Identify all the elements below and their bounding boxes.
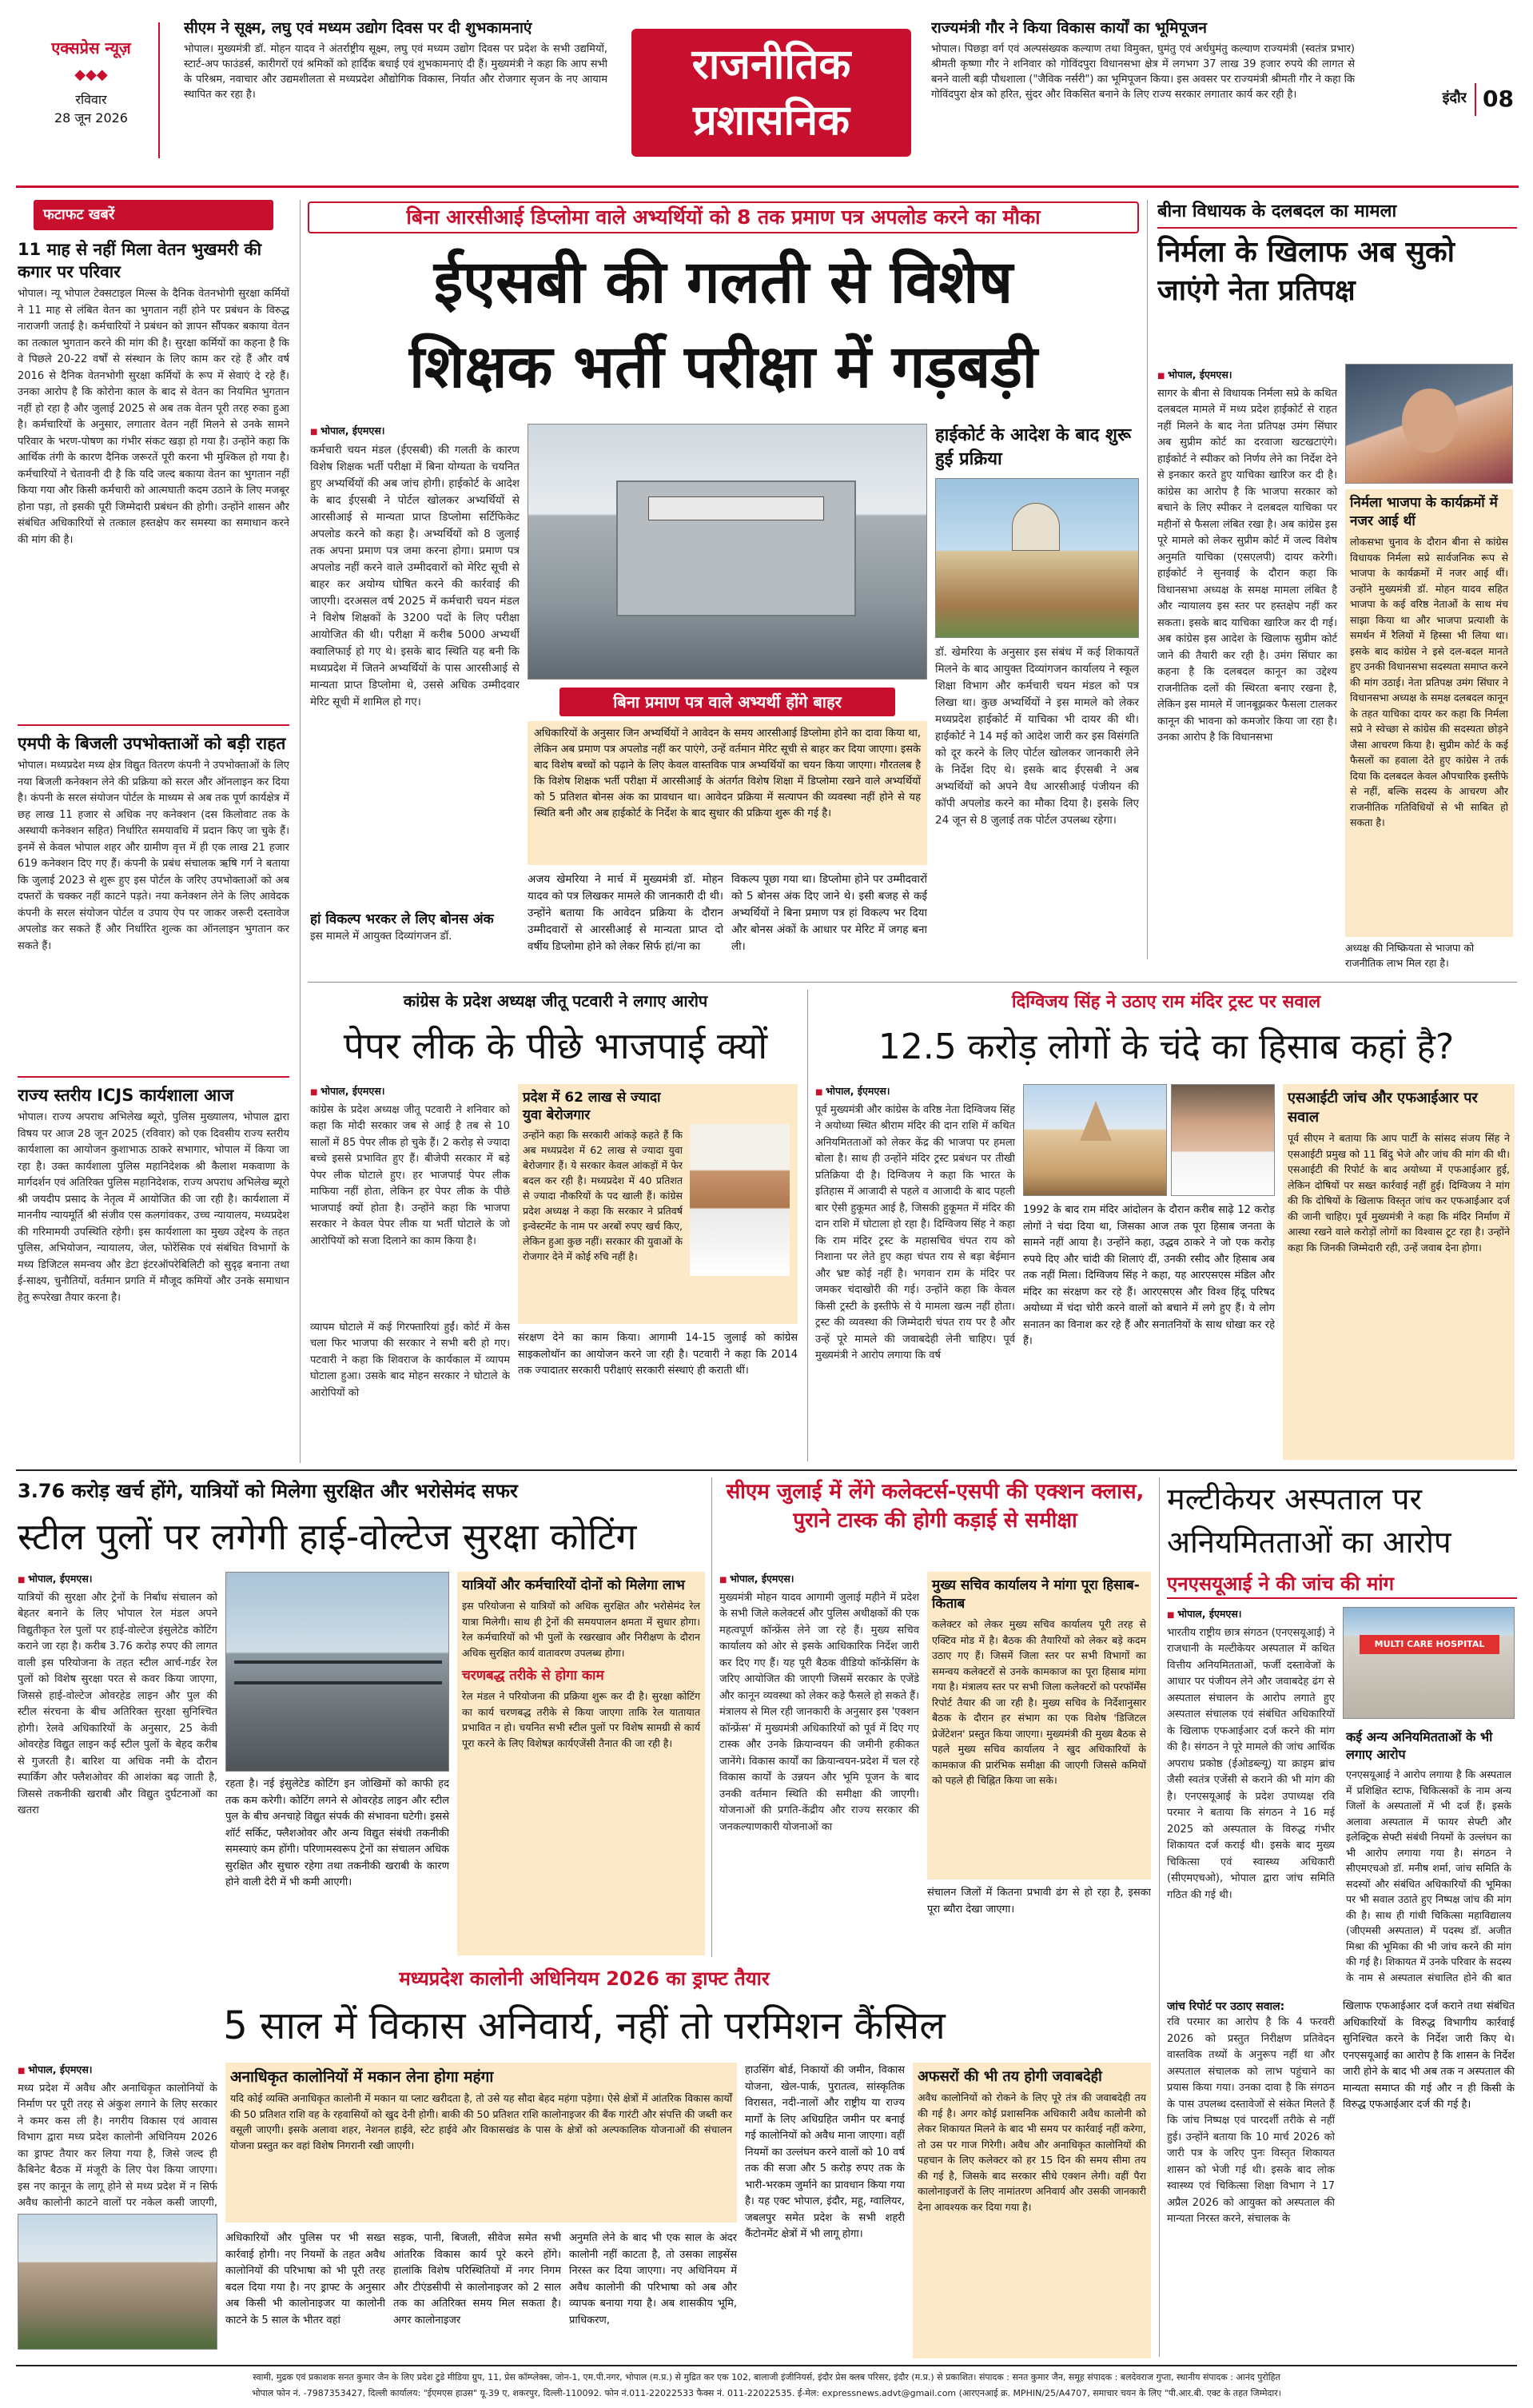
multicare-body: भारतीय राष्ट्रीय छात्र संगठन (एनएसयूआई) ने राजधानी के मल्टीकेयर अस्पताल में कथित वित्तीय अनियमितताओं, फर्जी दस्तावेजों के आधार पर पंजीयन लेने और जवाबदेह ढंग से अस्पताल संचालन के आरोप लगाते हुए अस्पताल संचालक एवं संबंधित अधिकारियों के खिलाफ एफआईआर दर्ज करने की मांग की है। संगठन ने पूरे मामले की जांच आर्थिक अपराध प्रकोष्ठ (ईओडब्ल्यू) या क्राइम ब्रांच जैसी स्वतंत्र एजेंसी से कराने की भी मांग की है। एनएसयूआई के प्रदेश उपाध्यक्ष रवि परमार ने बताया कि संगठन ने 16 मई 2025 को अस्पताल के विरुद्ध गंभीर शिकायत दर्ज कराई थी। इसके बाद मुख्य चिकित्सा एवं स्वास्थ्य अधिकारी (सीएमएचओ), भोपाल द्वारा जांच समिति गठित की गई थी। (1167, 1626, 1335, 1901)
imprint-rule (16, 2365, 1517, 2366)
congress-kicker: कांग्रेस के प्रदेश अध्यक्ष जीतू पटवारी ने लगाए आरोप (403, 991, 708, 1011)
lead-col1-subhead: हां विकल्प भरकर ले लिए बोनस अंक (310, 911, 494, 927)
board-sign-icon (648, 496, 824, 520)
multicare-box-head: कई अन्य अनियमितताओं के भी लगाए आरोप (1346, 1729, 1493, 1762)
collector-col1 (719, 1572, 919, 1956)
collector-box-body: कलेक्टर को लेकर मुख्य सचिव कार्यालय पूरी तरह से एक्टिव मोड में है। बैठक की तैयारियों को लेकर बड़े कदम उठाए गए हैं। जिसमें जिला स्तर पर सभी विभागों का समन्वय कलेक्टरों से उनके कामकाज का पूरा हिसाब मांगा गया है। मंत्रालय स्तर पर सभी जिला कलेक्टरों को परफॉर्मेंस रिपोर्ट तैयार की जा रही है। मुख्य सचिव के निर्देशानुसार बैठक के दौरान हर संभाग का एक विशेष 'डिजिटल प्रेजेंटेशन' प्रस्तुत किया जाएगा। मुख्यमंत्री की मुख्य बैठक से पहले मुख्य सचिव कार्यालय ने खुद अधिकारियों के कामकाज की प्रारंभिक समीक्षा की जाएगी जिससे कमियों को पहले ही चिह्नित किया जा सके। (932, 1618, 1146, 1786)
colony-kicker: मध्यप्रदेश कालोनी अधिनियम 2026 का ड्राफ्ट तैयार (399, 1967, 770, 1990)
steel-box (457, 1572, 705, 1956)
colony-photo (18, 2214, 217, 2350)
collector-dateline: ■ भोपाल, ईएमएस। (719, 1572, 919, 1587)
multicare-dateline: ■ भोपाल, ईएमएस। (1167, 1607, 1335, 1622)
digvijay-headline: 12.5 करोड़ लोगों के चंदे का हिसाब कहां है? (878, 1027, 1455, 1067)
colony-box (225, 2063, 737, 2223)
masthead-rule (16, 185, 1519, 188)
column-rule (1159, 1477, 1160, 2357)
digvijay-box (1283, 1084, 1515, 1460)
congress-col2-tail: संरक्षण देने का काम किया। आगामी 14-15 जुलाई को कांग्रेस साइकलोथॉन का आयोजन करने जा रही है। पटवारी ने कहा कि 2014 तक ज्यादातर सरकारी परीक्षाएं सरकारी संस्थाएं ही कराती थीं। (518, 1332, 798, 1377)
column-rule (1147, 200, 1148, 959)
bina-body: सागर के बीना से विधायक निर्मला सप्रे के कथित दलबदल मामले में मध्य प्रदेश हाईकोर्ट से राहत नहीं मिलने के बाद नेता प्रतिपक्ष उमंग सिंघार अब सुप्रीम कोर्ट का दरवाजा खटखटाएंगे। हाईकोर्ट ने स्पीकर को निर्णय लेने का निर्देश देने से इनकार करते हुए याचिका खारिज कर दी है। कांग्रेस का आरोप है कि भाजपा सरकार को बचाने के लिए स्पीकर ने दलबदल याचिका पर महीनों से फैसला लंबित रखा है। अब कांग्रेस इस पूरे मामले को लेकर सुप्रीम कोर्ट में जल्द विशेष अनुमति याचिका (एसएलपी) दायर करेगी। हाईकोर्ट ने सुनवाई के दौरान कहा कि विधानसभा अध्यक्ष के समक्ष मामला लंबित है और न्यायालय इस स्तर पर हस्तक्षेप नहीं कर सकता। इसके बाद याचिका खारिज कर दी गई। अब कांग्रेस इस आदेश के खिलाफ सुप्रीम कोर्ट जाने की तैयारी कर रही है। उमंग सिंघार का कहना है कि दलबदल कानून का उद्देश्य राजनीतिक दलों की स्थिरता बनाए रखना है, लेकिन इस मामले में जानबूझकर फैसला टालकर कानून की भावना को कमजोर किया जा रहा है। उनका आरोप है कि विधानसभा (1157, 387, 1337, 744)
lead-caption-body: अधिकारियों के अनुसार जिन अभ्यर्थियों ने आवेदन के समय आरसीआई डिप्लोमा होने का दावा किया था, लेकिन अब प्रमाण पत्र अपलोड नहीं कर पाएंगे, उन्हें वर्तमान मेरिट सूची से बाहर कर दिया जाएगा। इसके बाद विशेष बच्चों को पढ़ाने के लिए केवल वास्तविक पात्र अभ्यर्थियों का चयन किया जाएगा। गौरतलब है कि विशेष शिक्षक भर्ती परीक्षा में आरसीआई के अंतर्गत विशेष शिक्षा में डिप्लोमा रखने वाले अभ्यर्थियों को 5 प्रतिशत बोनस अंक का प्रावधान था। आवेदन प्रक्रिया में सत्यापन की व्यवस्था नहीं होने से यह स्थिति बनी और अब हाईकोर्ट के निर्देश के बाद सुधार की प्रक्रिया शुरू की गई है। (528, 721, 927, 865)
colony-box-head: अनाधिकृत कालोनियों में मकान लेना होगा महंगा (230, 2068, 494, 2086)
brand-diamond-icon: ◆◆◆ (74, 66, 108, 83)
bina-tail: अध्यक्ष की निष्क्रियता से भाजपा को राजनीतिक लाभ मिल रहा है। (1345, 942, 1475, 969)
lead-side-box (935, 424, 1139, 975)
colony-headline: 5 साल में विकास अनिवार्य, नहीं तो परमिशन कैंसिल (223, 2003, 946, 2048)
lead-col1-tail: इस मामले में आयुक्त दिव्यांगजन डॉ. (310, 929, 452, 943)
page-number: 08 (1475, 83, 1523, 116)
steel-col1-body: यात्रियों की सुरक्षा और ट्रेनों के निर्बाध संचालन को बेहतर बनाने के लिए भोपाल रेल मंडल अपने विद्युतीकृत रेल पुलों पर हाई-वोल्टेज इंसुलेटेड कोटिंग कराने जा रहा है। करीब 3.76 करोड़ रुपए की लागत वाली इस परियोजना के तहत स्टील आर्च-गर्डर रेल पुलों को विशेष सुरक्षा परत से कवर किया जाएगा, जिससे हाई-वोल्टेज ओवरहेड लाइन और पुल की स्टील संरचना के बीच अतिरिक्त सुरक्षा सुनिश्चित होगी। रेलवे अधिकारियों के अनुसार, 25 केवी ओवरहेड विद्युत लाइन कई स्टील पुलों के बेहद करीब से गुजरती है। बारिश या अधिक नमी के दौरान स्पार्किंग और फ्लैशओवर की आशंका बढ़ जाती है, जिससे तकनीकी खराबी और विद्युत दुर्घटनाओं का खतरा (18, 1591, 217, 1816)
congress-dateline: ■ भोपाल, ईएमएस। (310, 1084, 510, 1099)
multicare-body2: रवि परमार का आरोप है कि 4 फरवरी 2026 को प्रस्तुत निरीक्षण प्रतिवेदन वास्तविक तथ्यों के अनुरूप नहीं था और अस्पताल संचालक को लाभ पहुंचाने का प्रयास किया गया। उनका दावा है कि संगठन के पास उपलब्ध दस्तावेजों से संकेत मिलते हैं कि जांच निष्पक्ष एवं पारदर्शी तरीके से नहीं हुई। उन्होंने बताया कि 10 मार्च 2026 को जारी पत्र के जरिए पुनः विस्तृत शिकायत शासन को भेजी गई थी। इसके बाद लोक स्वास्थ्य एवं चिकित्सा शिक्षा विभाग ने 17 अप्रैल 2026 को आयुक्त को अस्पताल की मान्यता निरस्त करने, संचालक के (1167, 2016, 1335, 2226)
multicare-body2-head: जांच रिपोर्ट पर उठाए सवाल: (1167, 2000, 1285, 2013)
issue-date: 28 जून 2026 (54, 110, 128, 126)
brand-name: एक्सप्रेस न्यूज़ (51, 38, 131, 58)
congress-col1 (310, 1084, 510, 1460)
congress-box-head: प्रदेश में 62 लाख से ज्यादा युवा बेरोजगार (523, 1090, 661, 1123)
fatafat-tag: फटाफट खबरें (34, 200, 273, 230)
page-city: इंदौर (1442, 90, 1467, 106)
ram-mandir-photo (1023, 1084, 1167, 1196)
collector-kicker: सीएम जुलाई में लेंगे कलेक्टर्स-एसपी की एक्शन क्लास, पुराने टास्क की होगी कड़ाई से समीक्षा (726, 1480, 1145, 1533)
section-rule (308, 982, 1517, 983)
digvijay-box-head: एसआईटी जांच और एफआईआर पर सवाल (1288, 1090, 1478, 1126)
bina-col1 (1157, 368, 1337, 943)
congress-col1b-body: व्यापम घोटाले में कई गिरफ्तारियां हुईं। कोर्ट में केस चला फिर भाजपा की सरकार ने सभी बरी हो गए। पटवारी ने कहा कि शिवराज के कार्यकाल में व्यापम घोटाला हुआ। उसके बाद मोहन सरकार ने घोटाले के आरोपियों को (310, 1321, 510, 1399)
congress-box (518, 1084, 798, 1324)
congress-box-body: उन्होंने कहा कि सरकारी आंकड़े कहते हैं कि अब मध्यप्रदेश में 62 लाख से ज्यादा युवा बेरोजगार हैं। ये सरकार केवल आंकड़ों में फेर बदल कर रही है। मध्यप्रदेश में 40 प्रतिशत से ज्यादा नौकरियों के पद खाली हैं। कांग्रेस प्रदेश अध्यक्ष ने कहा कि सरकार ने प्रतिवर्ष इन्वेस्टमेंट के नाम पर अरबों रुपए खर्च किए, लेकिन हुआ कुछ नहीं। सरकार की युवाओं के रोजगार देने में कोई रुचि नहीं है। (523, 1129, 683, 1262)
lead-side-head: हाईकोर्ट के आदेश के बाद शुरू हुई प्रक्रिया (935, 425, 1132, 469)
lead-col3-tail: विकल्प पूछा गया था। डिप्लोमा होने पर उम्मीदवारों को 5 बोनस अंक दिए जाने थे। इसी बजह से कई अभ्यर्थियों ने बिना प्रमाण पत्र हां विकल्प भर दिया और बोनस अंकों के आधार पर मेरिट में जगह बना ली। (731, 873, 927, 953)
multicare-box (1343, 1725, 1515, 1989)
imprint (18, 2370, 1515, 2405)
digvijay-box-body: पूर्व सीएम ने बताया कि आप पार्टी के सांसद संजय सिंह ने एसआईटी प्रमुख को 11 बिंदु भेजे और जांच की मांग की थी। एसआईटी की रिपोर्ट के बाद अयोध्या में एफआईआर हुई, लेकिन दोषियों पर सख्त कार्रवाई नहीं हुई। दिग्विजय ने मांग की कि दोषियों के खिलाफ विस्तृत जांच कर एफआईआर दर्ज की जानी चाहिए। पूर्व मुख्यमंत्री ने कहा कि मंदिर निर्माण में आस्था रखने वाले करोड़ों लोगों का विश्वास टूट रहा है। उन्होंने कहा कि जिनकी जिम्मेदारी रही, उन्हें जवाब देना होगा। (1288, 1132, 1510, 1254)
column-rule (711, 1477, 712, 1957)
steel-headline: स्टील पुलों पर लगेगी हाई-वोल्टेज सुरक्षा कोटिंग (18, 1515, 637, 1558)
fatafat-item-1-body: भोपाल। न्यू भोपाल टेक्सटाइल मिल्स के दैनिक वेतनभोगी सुरक्षा कर्मियों ने 11 माह से लंबित वेतन का भुगतान नहीं होने पर प्रबंधन के विरुद्ध नाराजगी जताई है। कर्मचारियों ने प्रबंधन को ज्ञापन सौंपकर बकाया वेतन का तत्काल भुगतान करने की मांग की है। सुरक्षा कर्मियों का कहना है कि वे पिछले 20-22 वर्षों से संस्थान के लिए काम कर रहे हैं और वर्ष 2016 से दैनिक वेतनभोगी सुरक्षा कर्मियों के रूप में सेवाएं दे रहे हैं। उनका आरोप है कि कोरोना काल के बाद से वेतन का नियमित भुगतान नहीं हो रहा है और जुलाई 2025 से अब तक वेतन पूरी तरह रुका हुआ है। कर्मचारियों के अनुसार, लगातार वेतन नहीं मिलने से उनके सामने परिवार के भरण-पोषण का गंभीर संकट खड़ा हो गया है। उन्होंने कहा कि आर्थिक तंगी के कारण दैनिक जरूरतें पूरी करना भी मुश्किल हो गया है। कर्मचारियों ने चेतावनी दी है कि यदि जल्द बकाया वेतन का भुगतान नहीं किया गया और किसी कर्मचारी को आत्मघाती कदम उठाने के लिए मजबूर होना पड़ा, तो इसकी पूरी जिम्मेदारी प्रबंधन की होगी। उन्होंने शासन और संबंधित अधिकारियों से तत्काल हस्तक्षेप कर समस्या का समाधान करने की मांग की है। (18, 288, 289, 546)
congress-col1-body: कांग्रेस के प्रदेश अध्यक्ष जीतू पटवारी ने शनिवार को कहा कि मोदी सरकार जब से आई है तब से 10 सालों में 85 पेपर लीक हो चुके हैं। 2 करोड़ से ज्यादा बच्चे इससे प्रभावित हुए हैं। बीजेपी सरकार में बड़े पेपर लीक घोटाले हुए। हर भाजपाई पेपर लीक माफिया नहीं होता, लेकिन हर पेपर लीक के पीछे भाजपाई क्यों होता है। उन्होंने कहा कि भाजपा सरकार ने केवल पेपर लीक या भर्ती घोटाले के जो आरोपियों को सजा दिलाने का काम किया है। (310, 1103, 510, 1247)
bridge-photo (225, 1572, 449, 1772)
multicare-col1 (1167, 1607, 1335, 1991)
steel-box2-head: चरणबद्ध तरीके से होगा काम (462, 1668, 604, 1684)
fatafat-item-3-title: राज्य स्तरीय ICJS कार्यशाला आज (18, 1086, 234, 1106)
section-title-line2: प्रशासनिक (693, 97, 850, 145)
lead-col1 (310, 424, 520, 975)
colony-box-body: यदि कोई व्यक्ति अनाधिकृत कालोनी में मकान या प्लाट खरीदता है, तो उसे यह सौदा बेहद महंगा पड़ेगा। ऐसे क्षेत्रों में आंतरिक विकास कार्यों की 50 प्रतिशत राशि वह के रहवासियों को खुद देनी होगी। बाकी की 50 प्रतिशत राशि कालोनाइजर की बैंक गारंटी और संपत्ति की जब्ती कर वसूली जाएगी। इसके अलावा शहर, नेशनल हाईवे, स्टेट हाईवे और विकासखंड के पास के क्षेत्रों को अल्पकालिक योजनाओं की संचालन योजना प्रस्तुत कर वहां विशेष निगरानी रखी जाएगी। (230, 2092, 732, 2151)
multicare-col-lower (1167, 1999, 1335, 2357)
digvijay-kicker: दिग्विजय सिंह ने उठाए राम मंदिर ट्रस्ट पर सवाल (1011, 992, 1321, 1012)
collector-col1-body: मुख्यमंत्री मोहन यादव आगामी जुलाई महीने में प्रदेश के सभी जिले कलेक्टर्स और पुलिस अधीक्षकों की एक महत्वपूर्ण कॉन्फ्रेंस लेने जा रहे हैं। मुख्य सचिव कार्यालय को ओर से इसके आधिकारिक निर्देश जारी कर दिए गए हैं। यह पूरी बैठक वीडियो कॉन्फ्रेंसिंग के जरिए आयोजित की जाएगी जिसमें सरकार के एजेंडे और कानून व्यवस्था को लेकर कड़े फैसले हो सकते हैं। मंत्रालय से मिल रही जानकारी के अनुसार इस 'एक्शन कॉन्फ्रेंस' में मुख्यमंत्री अधिकारियों को पूर्व में दिए गए टास्क और उनके क्रियान्वयन की जमीनी हकीकत जानेंगे। विकास कार्यों का क्रियान्वयन-प्रदेश में चल रहे विकास कार्यों के उन्नयन और भूमि पूजन के बाद उनकी वर्तमान स्थिति की समीक्षा की जाएगी। योजनाओं की प्रगति-केंद्रीय और राज्य सरकार की जनकल्याणकारी योजनाओं का (719, 1591, 919, 1833)
colony-dateline: ■ भोपाल, ईएमएस। (18, 2063, 217, 2078)
steel-box-body: इस परियोजना से यात्रियों को अधिक सुरक्षित और भरोसेमंद रेल यात्रा मिलेगी। साथ ही ट्रेनों की समयपालन क्षमता में सुधार होगा। रेल कर्मचारियों को भी पुलों के रखरखाव और निरीक्षण के दौरान अधिक सुरक्षित कार्य वातावरण उपलब्ध होगा। (462, 1600, 700, 1659)
patwari-photo (690, 1124, 790, 1276)
fatafat-item-3-body: भोपाल। राज्य अपराध अभिलेख ब्यूरो, पुलिस मुख्यालय, भोपाल द्वारा विषय पर आज 28 जून 2025 (रविवार) को एक दिवसीय राज्य स्तरीय कार्यशाला का आयोजन कुशाभाऊ ठाकरे सभागार, भोपाल में किया जा रहा है। उक्त कार्यशाला पुलिस महानिदेशक श्री कैलाश मकवाणा के मार्गदर्शन एवं अतिरिक्त पुलिस महानिदेशक, राज्य अपराध अभिलेख ब्यूरो श्री जयदीप प्रसाद के नेतृत्व में आयोजित की जा रही है। कार्यशाला में माननीय न्यायमूर्ति श्री संजीव एस कलगांवकर, उच्च न्यायालय, मध्यप्रदेश की गरिमामयी उपस्थिति रहेगी। इस कार्यशाला का मुख्य उद्देश्य के तहत पुलिस, अभियोजन, न्यायालय, जेल, फोरेंसिक एवं संबंधित विभागों के मध्य डिजिटल समन्वय और डेटा इंटरऑपरेबिलिटी को सुदृढ़ बनाना तथा ई-साक्ष्य, चुनौतियों, वर्तमान प्रगति में मौजूद कमियों और उनके समाधान हेतु रूपरेखा तैयार करना है। (18, 1111, 289, 1304)
colony-side-head: अफसरों की भी तय होगी जवाबदेही (918, 2068, 1102, 2085)
steel-box2-body: रेल मंडल ने परियोजना की प्रक्रिया शुरू कर दी है। सुरक्षा कोटिंग का कार्य चरणबद्ध तरीके से किया जाएगा ताकि रेल यातायात प्रभावित न हो। चयनित सभी स्टील पुलों पर विशेष सामग्री से कार्य पूरा करने के लिए विशेषज्ञ कार्यएजेंसी तैनात की जा रही है। (462, 1690, 700, 1749)
section-title-line1: राजनीतिक (691, 41, 851, 89)
multicare-tail: खिलाफ एफआईआर दर्ज कराने तथा संबंधित अधिकारियों के विरुद्ध विभागीय कार्रवाई सुनिश्चित करने के निर्देश जारी किए थे। एनएसयूआई का आरोप है कि शासन के निर्देश जारी होने के बाद भी अब तक न अस्पताल की मान्यता समाप्त की गई और न ही किसी के विरुद्ध एफआईआर दर्ज की गई है। (1343, 2000, 1515, 2111)
colony-side-body: अवैध कालोनियों को रोकने के लिए पूरे तंत्र की जवाबदेही तय की गई है। अगर कोई प्रशासनिक अधिकारी अवैध कालोनी को लेकर शिकायत मिलने के बाद भी समय पर कार्रवाई नहीं करेगा, तो उस पर गाज गिरेगी। अवैध और अनाधिकृत कालोनियों की पहचान के लिए कलेक्टर को हर 15 दिन की समय सीमा तय की गई है, जिसके बाद सरकार सीधे एक्शन लेगी। वहीं पैरा कालोनाइजरों के लिए नामांतरण अनिवार्य और उसकी जानकारी देना आवश्यक कर दिया गया है। (918, 2091, 1146, 2213)
bina-kicker: बीना विधायक के दलबदल का मामला (1157, 200, 1517, 229)
fatafat-item-1-title: 11 माह से नहीं मिला वेतन भुखमरी की कगार पर परिवार (18, 240, 262, 282)
masthead-right-story (931, 18, 1355, 169)
hospital-sign: MULTI CARE HOSPITAL (1360, 1635, 1499, 1654)
digvijay-photo (1171, 1084, 1275, 1196)
multicare-headline: मल्टीकेयर अस्पताल पर अनियमितताओं का आरोप (1167, 1481, 1451, 1560)
fatafat-item-2-body: भोपाल। मध्यप्रदेश मध्य क्षेत्र विद्युत वितरण कंपनी ने उपभोक्ताओं के लिए नया बिजली कनेक्शन लेने की प्रक्रिया को सरल और ऑनलाइन कर दिया है। कंपनी के सरल संयोजन पोर्टल के माध्यम से अब तक पूर्ण कार्यक्षेत्र में छह लाख 11 हजार से अधिक नए कनेक्शन (दस किलोवाट तक के अस्थायी कनेक्शन सहित) निर्धारित समयावधि में प्रदान किए जा चुके हैं। इनमें से केवल भोपाल शहर और ग्रामीण वृत्त में ही एक लाख 21 हजार 619 कनेक्शन दिए गए हैं। कंपनी के प्रबंध संचालक ऋषि गर्ग ने बताया कि जुलाई 2023 से शुरू हुए इस पोर्टल के जरिए उपभोक्ताओं को अब दफ्तरों के चक्कर नहीं काटने पड़ते। नया कनेक्शन लेने के लिए आवेदक कंपनी के सरल संयोजन पोर्टल व उपाय ऐप पर जाकर जरूरी दस्तावेज अपलोड कर सकते हैं और निर्धारित शुल्क का ऑनलाइन भुगतान कर सकते हैं। (18, 759, 289, 952)
masthead (0, 0, 1533, 192)
digvijay-col2: 1992 के बाद राम मंदिर आंदोलन के दौरान करीब साढ़े 12 करोड़ लोगों ने चंदा दिया था, जिसका आज तक पूरा हिसाब जनता के सामने नहीं आया है। उन्होंने कहा, उद्धव ठाकरे ने जो एक करोड़ रुपये दिए और चांदी की शिलाएं दीं, उनकी रसीद और हिसाब अब तक नहीं मिला। दिग्विजय सिंह ने कहा, यह आरएसएस मंडिल और मंदिर का संरक्षण कर रहे हैं। आरएसएस और विश्व हिंदू परिषद अयोध्या में चंदा चोरी करने वालों को बचाने में लगे हुए हैं। ये लोग सनातन का विनाश कर रहे हैं और सनातनियों के साथ धोखा कर रहे हैं। (1023, 1204, 1275, 1347)
colony-col3: सड़क, पानी, बिजली, सीवेज समेत सभी आंतरिक विकास कार्य पूरे करने होंगे। हालांकि विशेष परिस्थितियों में नगर निगम और टीएंडसीपी से कालोनाइजर को 2 साल तक का अतिरिक्त समय मिल सकता है। अगर कालोनाइजर (393, 2232, 561, 2326)
hospital-photo (1343, 1607, 1515, 1719)
colony-col4: अनुमति लेने के बाद भी एक साल के अंदर कालोनी नहीं काटता है, तो उसका लाइसेंस निरस्त कर दिया जाएगा। नए अधिनियम में अवैध कालोनी की परिभाषा को अब और व्यापक बनाया गया है। अब शासकीय भूमि, प्राधिकरण, (569, 2232, 737, 2326)
imprint-line1: स्वामी, मुद्रक एवं प्रकाशक सनत कुमार जैन के लिए प्रदेश टुडे मीडिया ग्रुप, 11, प्रेस कॉम्प्लेक्स, जोन-1, एम.पी.नगर, भोपाल (म.प्र.) से मुद्रित कर एक 102, बालाजी इंजीनियर्स, इंदौर प्रेस क्लब परिसर, इंदौर (म.प्र.) से प्रकाशित। संपादक : सनत कुमार जैन, समूह संपादक : बलदेवराज गुप्ता, स्थानीय संपादक : आनंद पुरोहित (253, 2372, 1280, 2382)
column-rule (300, 200, 301, 1463)
bina-box (1345, 489, 1513, 937)
digvijay-col1 (815, 1084, 1015, 1460)
steel-col2: रहता है। नई इंसुलेटेड कोटिंग इन जोखिमों को काफी हद तक कम करेगी। कोटिंग लगने से ओवरहेड लाइन और स्टील पुल के बीच अनचाहे विद्युत संपर्क की संभावना घटेगी। इससे शॉर्ट सर्किट, फ्लैशओवर और अन्य विद्युत संबंधी तकनीकी समस्याएं कम होंगी। परिणामस्वरूप ट्रेनों का संचालन अधिक सुरक्षित और सुचारु रहेगा तथा तकनीकी खराबी के कारण होने वाली देरी में भी कमी आएगी। (225, 1778, 449, 1888)
masthead-left-body: भोपाल। मुख्यमंत्री डॉ. मोहन यादव ने अंतर्राष्ट्रीय सूक्ष्म, लघु एवं मध्यम उद्योग दिवस पर प्रदेश के सभी उद्यमियों, स्टार्ट-अप फाउंडर्स, कारीगरों एवं श्रमिकों को हार्दिक बधाई एवं शुभकामनाएं दी हैं। मुख्यमंत्री ने कहा कि आप सभी के परिश्रम, नवाचार और उद्यमशीलता से मध्यप्रदेश औद्योगिक विकास, निर्यात और रोजगार सृजन के नए आयाम स्थापित कर रहा है। (184, 43, 607, 101)
colony-col1-body: मध्य प्रदेश में अवैध और अनाधिकृत कालोनियों के निर्माण पर पूरी तरह से अंकुश लगाने के लिए सरकार ने कमर कस ली है। नगरीय विकास एवं आवास विभाग द्वारा मध्य प्रदेश कालोनी अधिनियम 2026 का ड्राफ्ट तैयार कर लिया गया है, जिसे जल्द ही कैबिनेट बैठक में मंजूरी के लिए पेश किया जाएगा। इस नए कानून के लागू होने से मध्य प्रदेश में न सिर्फ अवैध कालोनी काटने वालों पर नकेल कसी जाएगी, (18, 2082, 217, 2209)
person-portrait-icon (1402, 389, 1458, 452)
section-rule (16, 1469, 1517, 1471)
masthead-left-story (184, 18, 607, 169)
lead-photo (528, 424, 927, 680)
lead-col1-body: कर्मचारी चयन मंडल (ईएसबी) की गलती के कारण विशेष शिक्षक भर्ती परीक्षा में बिना योग्यता के चयनित हुए अभ्यर्थियों की अब जांच होगी। हाईकोर्ट के आदेश के बाद ईएसबी ने पोर्टल खोलकर अभ्यर्थियों से आरसीआई से मान्यता प्राप्त डिप्लोमा सर्टिफिकेट अपलोड करने को कहा है। अभ्यर्थियों को 8 जुलाई तक अपना प्रमाण पत्र जमा करना होगा। प्रमाण पत्र अपलोड नहीं करने वाले उम्मीदवारों को मेरिट सूची से बाहर कर अयोग्य घोषित करने की कार्रवाई की जाएगी। दरअसल वर्ष 2025 में कर्मचारी चयन मंडल ने विशेष शिक्षकों के 3200 पदों के लिए परीक्षा आयोजित की थी। परीक्षा में करीब 5000 अभ्यर्थी क्वालिफाई हो गए थे। इसके बाद स्थिति यह बनी कि मध्यप्रदेश में जितने अभ्यर्थियों के पास आरसीआई से मान्यता प्राप्त डिप्लोमा थे, उससे अधिक उम्मीदवार मेरिट सूची में शामिल हो गए। (310, 443, 520, 708)
digvijay-dateline: ■ भोपाल, ईएमएस। (815, 1084, 1015, 1099)
lead-kicker: बिना आरसीआई डिप्लोमा वाले अभ्यर्थियों को 8 तक प्रमाण पत्र अपलोड करने का मौका (308, 201, 1139, 233)
multicare-box-body: एनएसयूआई ने आरोप लगाया है कि अस्पताल में प्रशिक्षित स्टाफ, चिकित्सकों के नाम अन्य जिलों के अस्पतालों में भी दर्ज हैं। इसके अलावा अस्पताल में फायर सेफ्टी और इलेक्ट्रिक सेफ्टी संबंधी नियमों के उल्लंघन का भी आरोप लगाया गया है। संगठन ने सीएमएचओ डॉ. मनीष शर्मा, जांच समिति के सदस्यों और संबंधित अधिकारियों की भूमिका पर भी सवाल उठाते हुए निष्पक्ष जांच की मांग की है। साथ ही गांधी चिकित्सा महाविद्यालय (जीएमसी अस्पताल) में पदस्थ डॉ. अजीत मिश्रा की भूमिका की भी जांच करने की मांग की गई है। शिकायत में उनके परिवार के सदस्य के नाम से अस्पताल संचालित होने की बात (1346, 1768, 1511, 1983)
lead-headline-line2: शिक्षक भर्ती परीक्षा में गड़बड़ी (409, 333, 1037, 401)
digvijay-col1-body: पूर्व मुख्यमंत्री और कांग्रेस के वरिष्ठ नेता दिग्विजय सिंह ने अयोध्या स्थित श्रीराम मंदिर की दान राशि में कथित अनियमितताओं को लेकर केंद्र की भाजपा पर हमला बोला है। साथ ही उन्होंने मंदिर ट्रस्ट प्रबंधन पर तीखी प्रतिक्रिया दी है। दिग्विजय ने कहा कि भारत के इतिहास में आजादी से पहले व आजादी के बाद पहली बार ऐसी हुकूमत आई है, जिसकी हुकूमत में मंदिर की दान राशि में घोटाला हो रहा है। दिग्विजय सिंह ने कहा कि राम मंदिर ट्रस्ट के महासचिव चंपत राय को निशाना पर लेते हुए कहा चंपत राय से बड़ा बेईमान और भ्रष्ट कोई नहीं है। भगवान राम के मंदिर पर जमकर चंदाखोरी की गई। उन्होंने कहा कि केवल किसी ट्रस्टी के इस्तीफे से ये मामला खत्म नहीं होता। ट्रस्ट की व्यवस्था की जिम्मेदारी चंपत राय पर है और उन्हें पूरे मामले की जवाबदेही लेनी चाहिए। पूर्व मुख्यमंत्री ने आरोप लगाया कि वर्ष (815, 1103, 1015, 1361)
collector-box (927, 1572, 1151, 1880)
steel-kicker: 3.76 करोड़ खर्च होंगे, यात्रियों को मिलेगा सुरक्षित और भरोसेमंद सफर (18, 1480, 518, 1502)
bina-dateline: ■ भोपाल, ईएमएस। (1157, 368, 1337, 383)
steel-box-head: यात्रियों और कर्मचारियों दोनों को मिलेगा लाभ (462, 1577, 685, 1593)
congress-headline: पेपर लीक के पीछे भाजपाई क्यों (343, 1024, 768, 1067)
colony-col5: हाउसिंग बोर्ड, निकायों की जमीन, विकास योजना, खेल-पार्क, पुरातत्व, सांस्कृतिक विरासत, नदी-नालों और राष्ट्रीय या राज्य मार्गों के लिए अधिग्रहित जमीन पर बनाई गई कालोनियों को अवैध माना जाएगा। वहीं नियमों का उल्लंघन करने वालों को 10 वर्ष तक की सजा और 5 करोड़ रुपए तक के भारी-भरकम जुर्माने का प्रावधान किया गया है। यह एक्ट भोपाल, इंदौर, महू, ग्वालियर, जबलपुर समेत प्रदेश के सभी शहरी कैंटोनमेंट क्षेत्रों में भी लागू होगा। (745, 2064, 905, 2240)
brand-box (24, 22, 160, 158)
colony-col1 (18, 2063, 217, 2358)
issue-day: रविवार (75, 92, 107, 108)
steel-dateline: ■ भोपाल, ईएमएस। (18, 1572, 217, 1587)
bina-box-body: लोकसभा चुनाव के दौरान बीना से कांग्रेस विधायक निर्मला सप्रे सार्वजनिक रूप से भाजपा के कार्यक्रमों में नजर आई थीं। उन्होंने मुख्यमंत्री डॉ. मोहन यादव सहित भाजपा के कई वरिष्ठ नेताओं के साथ मंच साझा किया था और भाजपा प्रत्याशी के समर्थन में रैलियों में हिस्सा भी लिया था। इसके बाद कांग्रेस ने इसे दल-बदल मानते हुए उनकी विधानसभा सदस्यता समाप्त करने की मांग उठाई। नेता प्रतिपक्ष उमंग सिंघार ने विधानसभा अध्यक्ष के समक्ष दलबदल कानून के तहत याचिका दायर कर कहा कि निर्मला सप्रे ने स्वेच्छा से कांग्रेस की सदस्यता छोड़ने जैसा आचरण किया है। सुप्रीम कोर्ट के कई फैसलों का हवाला देते हुए कांग्रेस ने तर्क दिया कि दलबदल केवल औपचारिक इस्तीफे से नहीं, बल्कि सदस्य के आचरण और राजनीतिक गतिविधियों से भी साबित हो सकता है। (1350, 536, 1508, 828)
temple-spire-icon (1080, 1101, 1112, 1141)
collector-box-head: मुख्य सचिव कार्यालय ने मांगा पूरा हिसाब-किताब (932, 1577, 1140, 1612)
lead-photo-caption: बिना प्रमाण पत्र वाले अभ्यर्थी होंगे बाहर (559, 688, 895, 716)
bridge-truss-icon (234, 1660, 442, 1684)
fatafat-column (18, 200, 289, 1463)
column-rule (807, 990, 808, 1461)
bina-box-head: निर्मला भाजपा के कार्यक्रमों में नजर आई थीं (1350, 495, 1498, 529)
section-title-box (631, 29, 911, 157)
highcourt-photo (935, 478, 1139, 638)
nirmala-photo (1345, 364, 1513, 484)
highcourt-dome-icon (1012, 503, 1060, 551)
lead-col2-tail: अजय खेमरिया ने मार्च में मुख्यमंत्री डॉ. मोहन यादव को पत्र लिखकर मामले की जानकारी दी थी। उन्होंने बताया कि आवेदन प्रक्रिया के दौरान उम्मीदवारों से आरसीआई से मान्यता प्राप्त दो वर्षीय डिप्लोमा होने को लेकर सिर्फ हां/ना का (528, 873, 723, 953)
colony-col2: अधिकारियों और पुलिस पर भी सख्त कार्रवाई होगी। नए नियमों के तहत अवैध कालोनियों की परिभाषा को भी पूरी तरह बदल दिया गया है। नए ड्राफ्ट के अनुसार अब किसी भी कालोनाइजर या कालोनी काटने के 5 साल के भीतर वहां (225, 2232, 385, 2326)
collector-tail: संचालन जिलों में कितना प्रभावी ढंग से हो रहा है, इसका पूरा ब्यौरा देखा जाएगा। (927, 1887, 1151, 1916)
bina-headline: निर्मला के खिलाफ अब सुको जाएंगे नेता प्रतिपक्ष (1157, 236, 1455, 307)
colony-side (913, 2063, 1151, 2358)
masthead-right-body: भोपाल। पिछड़ा वर्ग एवं अल्पसंख्यक कल्याण तथा विमुक्त, घुमंतु एवं अर्धघुमंतु कल्याण राज्यमंत्री (स्वतंत्र प्रभार) श्रीमती कृष्णा गौर ने शनिवार को गोविंदपुरा विधानसभा क्षेत्र में लगभग 37 लाख 39 हजार रुपये की लागत से बनने वाली बड़ी पौधशाला ("जैविक नर्सरी") का भूमिपूजन किया। इस अवसर पर राज्यमंत्री श्रीमती गौर ने कहा कि गोविंदपुरा क्षेत्र को हरित, सुंदर और विकसित बनाने के लिए राज्य सरकार लगातार कार्य कर रही है। (931, 43, 1355, 101)
lead-dateline: ■ भोपाल, ईएमएस। (310, 424, 520, 439)
lead-headline (308, 240, 1139, 416)
multicare-sub: एनएसयूआई ने की जांच की मांग (1167, 1570, 1517, 1599)
masthead-right-headline: राज्यमंत्री गौर ने किया विकास कार्यों का भूमिपूजन (931, 19, 1207, 37)
masthead-left-headline: सीएम ने सूक्ष्म, लघु एवं मध्यम उद्योग दिवस पर दी शुभकामनाएं (184, 19, 532, 37)
imprint-line2: भोपाल फोन नं. -7987353427, दिल्ली कार्यालय: "ईएमएस हाउस" यू-39 ए, शकरपुर, दिल्ली-110092. फोन नं.011-22022533 फैक्स नं. 011-22022535. ई-मेल: expressnews.advt@gmail.com (आरएनआई क्र. MPHIN/25/A4707, समाचार चयन के लिए "पी.आर.बी. एक्ट के तहत जिम्मेदार। (252, 2388, 1281, 2398)
steel-col1 (18, 1572, 217, 1956)
lead-side-body: डॉ. खेमरिया के अनुसार इस संबंध में कई शिकायतें मिलने के बाद आयुक्त दिव्यांगजन कार्यालय ने स्कूल शिक्षा विभाग और कर्मचारी चयन मंडल को पत्र लिखा था। कुछ अभ्यर्थियों ने इस मामले को लेकर मध्यप्रदेश हाईकोर्ट में याचिका भी दायर की थी। हाईकोर्ट ने 14 मई को आदेश जारी कर इस विसंगति को दूर करने के लिए पोर्टल खोलकर जानकारी लेने के निर्देश दिए थे। इसके बाद ईएसबी ने अब अभ्यर्थियों को अपने वैध आरसीआई पंजीयन की कॉपी अपलोड करने का मौका दिया है। इसके लिए 24 जून से 8 जुलाई तक पोर्टल उपलब्ध रहेगा। (935, 646, 1139, 827)
fatafat-item-2-title: एमपी के बिजली उपभोक्ताओं को बड़ी राहत (18, 734, 286, 754)
lead-headline-line1: ईएसबी की गलती से विशेष (433, 248, 1013, 317)
